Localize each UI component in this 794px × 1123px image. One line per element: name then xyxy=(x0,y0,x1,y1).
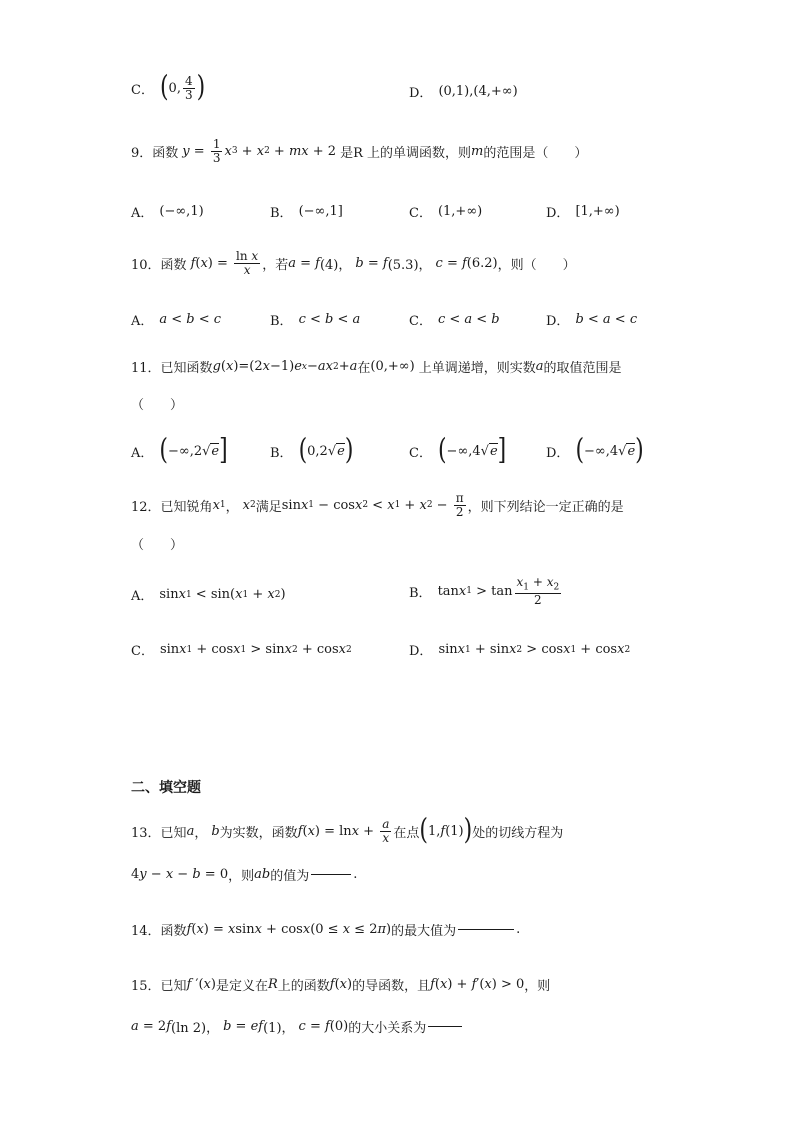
q9-option-c[interactable]: C． (1,+∞) xyxy=(409,204,483,221)
q9-stem: 9． 函数 y = $\frac{1}{3}$ x 3 + x 2 + mx + 2 是R 上的单调函数，则 m 的范围是（ ） xyxy=(131,137,588,165)
q15-stem: 15． 已知 f ′( x ) 是定义在 R 上的函数 f ( x ) 的导函数，且 f ( x ) + f ′( x ) > 0 ，则 xyxy=(131,977,551,994)
q13-line2: 4 y − x − b = 0 ，则 ab 的值为 . xyxy=(131,867,358,884)
q14-stem: 14． 函数 f ( x ) = x sin x + cos x (0 ≤ x ≤ 2 π ) 的最大值为 . xyxy=(131,922,521,939)
q10-option-c[interactable]: C． c < a < b xyxy=(409,312,500,329)
option-text: (0,1),(4,+∞) xyxy=(438,84,518,99)
q12-stem: 12． 已知锐角 x 1 ， x 2 满足 sin x 1 − cos x 2 < x 1 + x 2 − $\frac{\pi}{2}$ ，则下列结论一定正确的是 xyxy=(131,491,624,519)
fraction-1-3: $\frac{1}{3}$ xyxy=(212,137,221,165)
q8-option-c[interactable]: C． ( 0, $\frac{4}{3}$ ) xyxy=(131,71,206,104)
fraction-x1-x2-over-2: $\frac{x_1 + x_2}{2}$ xyxy=(516,575,560,607)
q8-option-d[interactable] xyxy=(409,82,518,101)
q11-option-a[interactable]: A． ( −∞,2 √ e ] xyxy=(131,434,228,467)
q11-paren: （ ） xyxy=(131,398,184,413)
q12-option-c[interactable]: C． sin x 1 + cos x 1 > sin x 2 + cos x 2 xyxy=(131,642,352,659)
option-label: C． xyxy=(131,82,154,98)
q11-option-b[interactable]: B． ( 0,2 √ e ) xyxy=(270,434,354,467)
option-label: D． xyxy=(409,86,433,101)
answer-blank[interactable] xyxy=(458,929,514,930)
q11-option-d[interactable]: D． ( −∞,4 √ e ) xyxy=(546,434,644,467)
q9-option-b[interactable]: B． (−∞,1] xyxy=(270,204,343,221)
fraction-a-x: $\frac{a}{x}$ xyxy=(382,817,390,845)
q12-option-d[interactable]: D． sin x 1 + sin x 2 > cos x 1 + cos x 2 xyxy=(409,642,631,659)
q11-stem: 11． 已知函数 g ( x )=(2 x −1) e x − ax 2 + a 在 (0,+∞) 上单调递增，则实数 a 的取值范围是 xyxy=(131,359,622,376)
q10-option-b[interactable]: B． c < b < a xyxy=(270,312,361,329)
q13-stem: 13． 已知 a ， b 为实数，函数 f ( x ) = ln x + $\frac{a}{x}$ 在点 ( 1, f (1) ) 处的切线方程为 xyxy=(131,814,564,847)
answer-blank[interactable] xyxy=(428,1026,462,1027)
q10-option-d[interactable]: D． b < a < c xyxy=(546,312,638,329)
q9-option-d[interactable]: D． [1,+∞) xyxy=(546,204,620,221)
q15-line2: a = 2 f (ln 2)， b = ef (1)， c = f (0) 的大小关系为 xyxy=(131,1017,464,1036)
q12-paren: （ ） xyxy=(131,538,184,553)
answer-blank[interactable] xyxy=(311,874,351,875)
q10-stem: 10． 函数 f ( x ) = $\frac{\text{ln x}}{x}$ ，若 a = f (4)， b = f (5.3)， c = f (6.2) ，则（ ） xyxy=(131,249,576,277)
q11-option-c[interactable]: C． ( −∞,4 √ e ] xyxy=(409,434,507,467)
q10-option-a[interactable]: A． a < b < c xyxy=(131,312,222,329)
q12-option-b[interactable]: B． tan x 1 > tan $\frac{x_1 + x_2}{2}$ xyxy=(409,575,560,607)
q12-option-a[interactable]: A． sin x 1 < sin( x 1 + x 2 ) xyxy=(131,587,286,604)
fraction-4-3: $\frac{4}{3}$ xyxy=(184,74,193,102)
fraction-pi-2: $\frac{\pi}{2}$ xyxy=(455,491,464,519)
section-heading: 二、填空题 xyxy=(131,780,201,796)
q9-option-a[interactable]: A． (−∞,1) xyxy=(131,204,204,221)
fraction-lnx-x: $\frac{\text{ln x}}{x}$ xyxy=(236,249,259,277)
